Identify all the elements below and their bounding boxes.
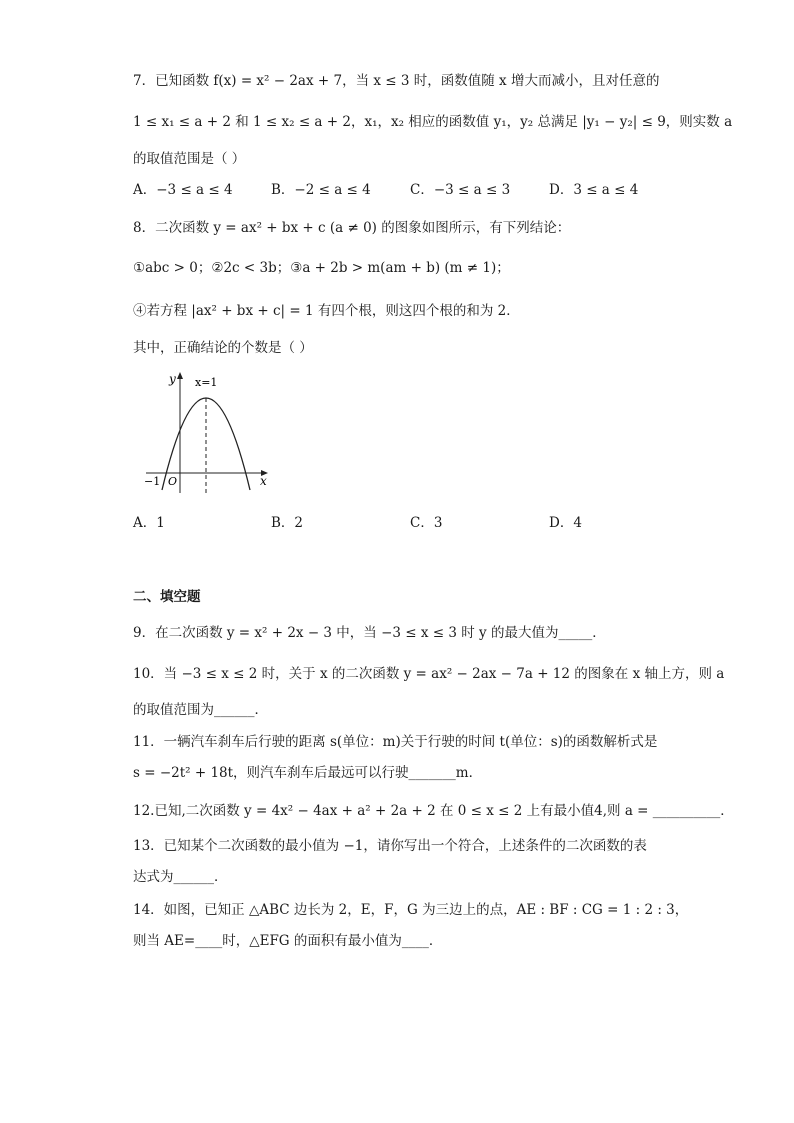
q10-line-1: 10．当 −3 ≤ x ≤ 2 时，关于 x 的二次函数 y = ax² − 2ax − 7a + 12 的图象在 x 轴上方，则 a: [133, 666, 725, 682]
q8-line-1: 8．二次函数 y = ax² + bx + c (a ≠ 0) 的图象如图所示，有下列结论：: [133, 220, 571, 236]
q8-option-d[interactable]: D．4: [549, 515, 582, 531]
q7-line-1: 7．已知函数 f(x) = x² − 2ax + 7，当 x ≤ 3 时，函数值随 x 增大而减小，且对任意的: [133, 73, 660, 89]
origin-label: O: [168, 475, 178, 488]
q11-line-1: 11．一辆汽车刹车后行驶的距离 s(单位：m)关于行驶的时间 t(单位：s)的函数解析式是: [133, 734, 658, 750]
q10-line-2: 的取值范围为______．: [133, 702, 268, 718]
q7-option-a[interactable]: A．−3 ≤ a ≤ 4: [133, 182, 233, 198]
q8-parabola-graph: [140, 368, 280, 498]
q14-line-2: 则当 AE=____时，△EFG 的面积有最小值为____．: [133, 933, 443, 949]
q13-line-2: 达式为______．: [133, 869, 228, 885]
q12-line-1: 12.已知,二次函数 y = 4x² − 4ax + a² + 2a + 2 在 0 ≤ x ≤ 2 上有最小值4,则 a = __________．: [133, 803, 734, 819]
q7-option-c[interactable]: C．−3 ≤ a ≤ 3: [410, 182, 511, 198]
q8-line-3: ④若方程 |ax² + bx + c| = 1 有四个根，则这四个根的和为 2．: [133, 303, 520, 319]
section-title: 二、填空题: [133, 589, 201, 605]
q7-line-2: 1 ≤ x₁ ≤ a + 2 和 1 ≤ x₂ ≤ a + 2，x₁，x₂ 相应的函数值 y₁，y₂ 总满足 |y₁ − y₂| ≤ 9，则实数 a: [133, 114, 733, 130]
q8-option-c[interactable]: C．3: [410, 515, 443, 531]
x-axis-label: x: [260, 474, 267, 488]
q8-option-a[interactable]: A．1: [133, 515, 165, 531]
q7-line-3: 的取值范围是（ ）: [133, 151, 246, 167]
q7-option-b[interactable]: B．−2 ≤ a ≤ 4: [271, 182, 371, 198]
symmetry-label: x=1: [195, 376, 218, 389]
q7-option-d[interactable]: D．3 ≤ a ≤ 4: [549, 182, 639, 198]
neg-one-label: −1: [144, 475, 161, 488]
q9-line-1: 9．在二次函数 y = x² + 2x − 3 中，当 −3 ≤ x ≤ 3 时 y 的最大值为_____．: [133, 625, 606, 641]
y-axis-label: y: [169, 372, 176, 386]
q8-line-2: ①abc > 0；②2c < 3b；③a + 2b > m(am + b) (m ≠ 1)；: [133, 260, 510, 276]
q8-line-4: 其中，正确结论的个数是（ ）: [133, 340, 313, 356]
q13-line-1: 13．已知某个二次函数的最小值为 −1，请你写出一个符合，上述条件的二次函数的表: [133, 838, 647, 854]
q11-line-2: s = −2t² + 18t，则汽车刹车后最远可以行驶_______m．: [133, 765, 483, 781]
q8-option-b[interactable]: B．2: [271, 515, 304, 531]
q14-line-1: 14．如图，已知正 △ABC 边长为 2，E，F，G 为三边上的点，AE : BF : CG = 1 : 2 : 3，: [133, 902, 689, 918]
y-axis-arrow: [177, 372, 183, 379]
